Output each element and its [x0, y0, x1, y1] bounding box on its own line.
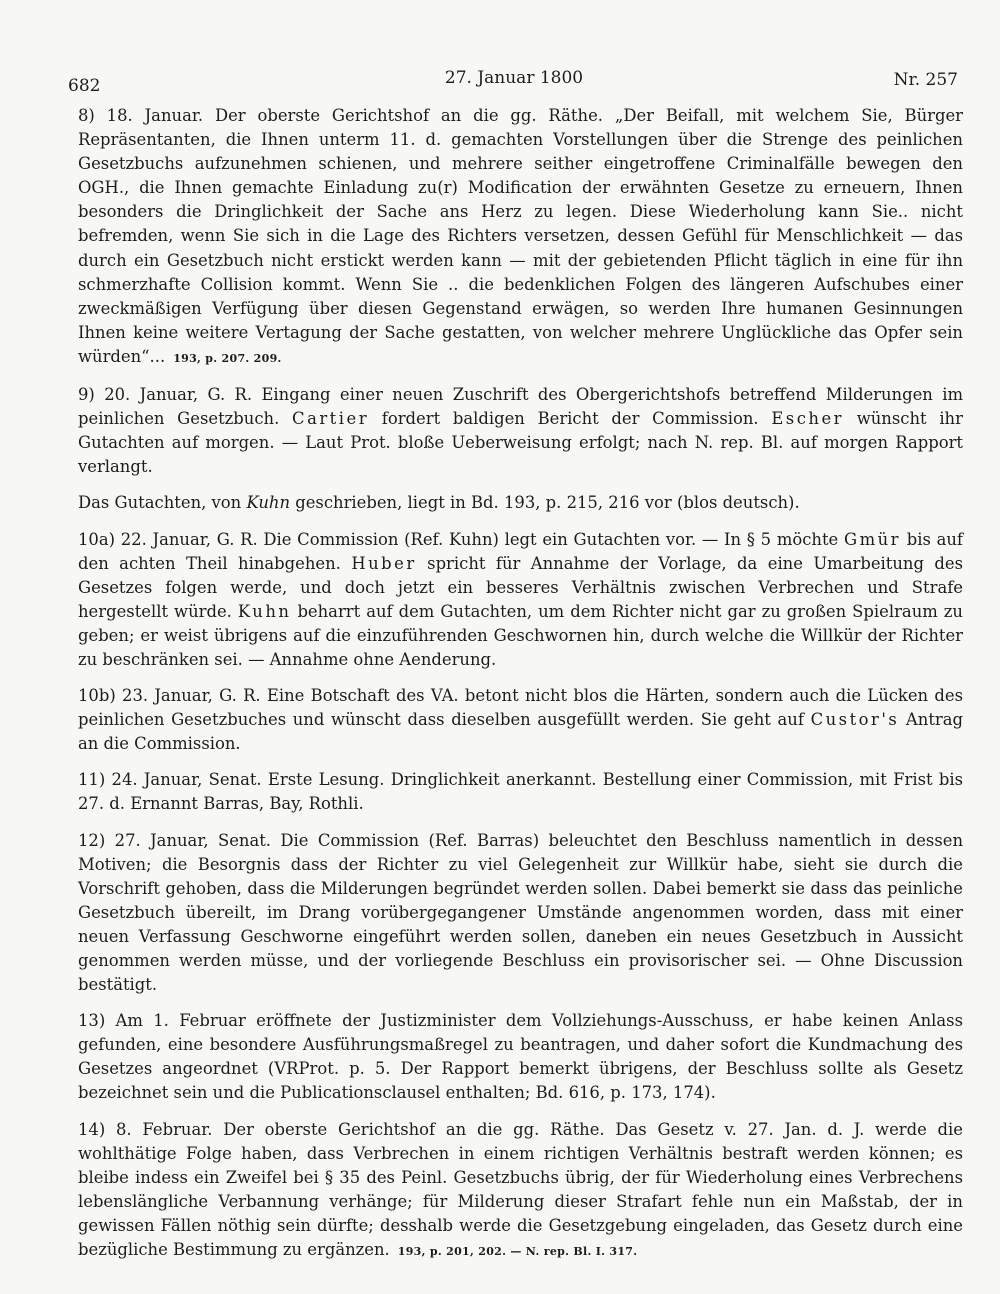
paragraph-10a-text-b: bis auf den achten Theil hinabgehen. — [78, 529, 963, 573]
paragraph-11: 11) 24. Januar, Senat. Erste Lesung. Dringlichkeit anerkannt. Bestellung einer Commission, mit Frist bis 27. d. Ernannt Barras, Bay, Rothli. — [78, 770, 963, 814]
body-text — [78, 104, 963, 1276]
paragraph-9-note-text-a: Das Gutachten, von — [78, 493, 242, 513]
name-gmuer: Gmür — [843, 529, 902, 549]
paragraph-9-text-b: fordert baldigen Bericht der Commission. — [381, 409, 759, 429]
paragraph-14 — [78, 1118, 963, 1265]
document-number: Nr. 257 — [893, 70, 958, 90]
name-kuhn-italic: Kuhn — [246, 493, 291, 513]
header-date: 27. Januar 1800 — [444, 68, 584, 88]
paragraph-14-source-ref: 193, p. 201, 202. — N. rep. Bl. I. 317. — [397, 1245, 638, 1259]
paragraph-10a-text-c: spricht für Annahme der Vorlage, da eine Umarbeitung des Gesetzes folgen werde, und doch jetzt ein besseres Verhältnis zwischen Verbrechen und Strafe hergestellt würde. — [78, 553, 963, 621]
name-kuhn: Kuhn — [237, 601, 292, 621]
paragraph-9-text-a: 9) 20. Januar, G. R. Eingang einer neuen Zuschrift des Obergerichtshofs betreffend Milderungen im peinlichen Gesetzbuch. — [78, 385, 963, 429]
paragraph-10b-text-a: 10b) 23. Januar, G. R. Eine Botschaft des VA. betont nicht blos die Härten, sondern auch die Lücken des peinlichen Gesetzbuches und wünscht dass dieselben ausgefüllt werden. Sie geht auf — [78, 686, 963, 730]
paragraph-8-text: 8) 18. Januar. Der oberste Gerichtshof an die gg. Räthe. „Der Beifall, mit welchem Sie, Bürger Repräsentanten, die Ihnen unterm 11. d. gemachten Vorstellungen über die Strenge des peinlichen Gesetzbuchs aufzunehmen schienen, und mehrere seither eingetroffene Criminalfälle bewegen den OGH., die Ihnen gemachte Einladung zu(r) Modification der erwähnten Gesetze zu erneuern, Ihnen besonders die Dringlichkeit der Sache ans Herz zu legen. Diese Wiederholung kann Sie.. nicht befremden, wenn Sie sich in die Lage des Richters versetzen, dessen Gefühl für Menschlichkeit — das durch ein Gesetzbuch nicht erstickt werden kann — mit der gebietenden Pflicht täglich in eine für ihn schmerzhafte Collision kommt. Wenn Sie .. die bedenklichen Folgen des längeren Aufschubes einer zweckmäßigen Verfügung über diesen Gegenstand erwägen, so werden Ihre humanen Gesinnungen Ihnen keine weitere Vertagung der Sache gestatten, von welcher mehrere Unglückliche das Opfer sein würden“... — [78, 106, 963, 366]
paragraph-10b — [78, 684, 963, 756]
paragraph-10a-text-d: beharrt auf dem Gutachten, um dem Richter nicht gar zu großen Spielraum zu geben; er weist übrigens auf die einzuführenden Geschwornen hin, durch welche die Willkür der Richter zu beschränken sei. — Annahme ohne Aenderung. — [78, 601, 963, 669]
paragraph-8-source-ref: 193, p. 207. 209. — [173, 351, 282, 365]
paragraph-9-note — [78, 491, 963, 515]
paragraph-13: 13) Am 1. Februar eröffnete der Justizminister dem Vollziehungs-Ausschuss, er habe keinen Anlass gefunden, eine besondere Ausführungsmaßregel zu beantragen, und daher sofort die Kundmachung des Gesetzes angeordnet (VRProt. p. 5. Der Rapport bemerkt übrigens, der Beschluss sollte als Gesetz bezeichnet sein und die Publicationsclausel enthalten; Bd. 616, p. 173, 174). — [78, 1011, 963, 1103]
paragraph-14-text: 14) 8. Februar. Der oberste Gerichtshof an die gg. Räthe. Das Gesetz v. 27. Jan. d. J. werde die wohlthätige Folge haben, dass Verbrechen in einem richtigen Verhältnis bestraft werden können; es bleibe indess ein Zweifel bei § 35 des Peinl. Gesetzbuchs übrig, der für Wiederholung eines Verbrechens lebenslängliche Verbannung verhänge; für Milderung dieser Strafart fehle nun ein Maßstab, der in gewissen Fällen nöthig sein dürfte; desshalb werde die Gesetzgebung eingeladen, das Gesetz durch eine bezügliche Bestimmung zu ergänzen. — [78, 1119, 963, 1260]
name-cartier: Cartier — [292, 409, 370, 429]
paragraph-10a — [78, 528, 963, 673]
paragraph-10a-text-a: 10a) 22. Januar, G. R. Die Commission (Ref. Kuhn) legt ein Gutachten vor. — In § 5 möchte — [78, 529, 839, 549]
name-huber: Huber — [351, 553, 417, 573]
paragraph-12: 12) 27. Januar, Senat. Die Commission (Ref. Barras) beleuchtet den Beschluss namentlich in dessen Motiven; die Besorgnis dass der Richter zu viel Gelegenheit zur Willkür habe, sieht sie durch die Vorschrift gehoben, dass die Milderungen begründet werden sollen. Dabei bemerkt sie dass das peinliche Gesetzbuch übereilt, im Drang vorübergegangener Umstände angenommen worden, dass mit einer neuen Verfassung Geschworne eingeführt werden sollen, daneben ein neues Gesetzbuch in Aussicht genommen werden müsse, und der vorliegende Beschluss ein provisorischer sei. — Ohne Discussion bestätigt. — [78, 830, 963, 995]
paragraph-9 — [78, 383, 963, 479]
running-header — [68, 62, 960, 96]
paragraph-10b-text-b: Antrag an die Commission. — [78, 710, 964, 754]
name-escher: Escher — [771, 409, 844, 429]
name-custor: Custor's — [810, 710, 900, 730]
paragraph-8 — [78, 104, 963, 371]
paragraph-9-note-text-b: geschrieben, liegt in Bd. 193, p. 215, 216 vor (blos deutsch). — [295, 493, 800, 513]
paragraph-9-text-c: wünscht ihr Gutachten auf morgen. — Laut Prot. bloße Ueberweisung erfolgt; nach N. rep. Bl. auf morgen Rapport verlangt. — [78, 409, 963, 477]
page-number: 682 — [68, 76, 101, 96]
